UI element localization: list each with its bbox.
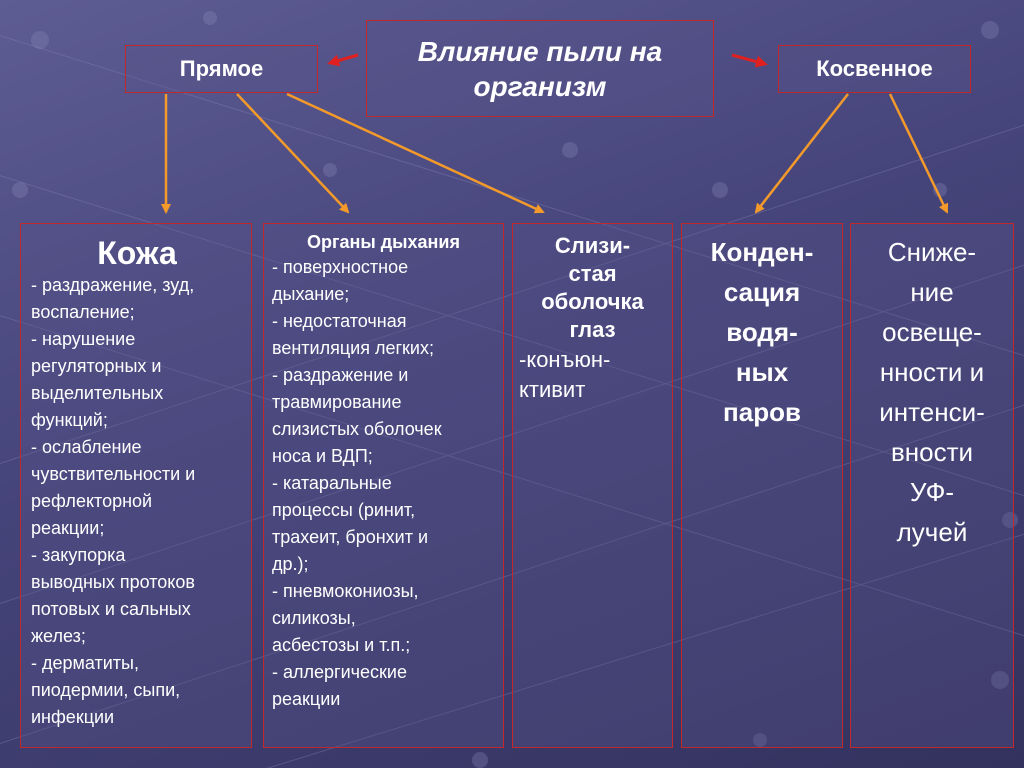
list-item: - раздражение и (272, 364, 409, 385)
list-item: асбестозы и т.п.; (272, 634, 411, 655)
mucosa-title (519, 232, 666, 344)
condensation-column (681, 223, 843, 748)
arrow-direct-to-respiratory (237, 94, 348, 212)
eye-mucosa-column (512, 223, 673, 748)
list-item: пиодермии, сыпи, (31, 680, 181, 701)
arrow-indirect-to-condensation (756, 94, 848, 212)
text-line: освеще- (882, 317, 982, 347)
list-item: воспаление; (31, 302, 135, 323)
direct-label: Прямое (179, 56, 264, 81)
text-line: Сниже- (887, 237, 977, 267)
list-item: - ослабление (31, 437, 142, 458)
text-line: водя- (726, 317, 798, 347)
list-item: выделительных (31, 383, 164, 404)
uv-reduction-column (850, 223, 1014, 748)
text-line: интенси- (879, 397, 985, 427)
direct-box (125, 45, 318, 93)
list-item: - закупорка (31, 545, 126, 566)
text-line: Конден- (710, 237, 814, 267)
respiratory-effects-list (272, 254, 495, 713)
list-item: ктивит (519, 377, 586, 402)
list-item: носа и ВДП; (272, 445, 373, 466)
list-item: - поверхностное (272, 256, 409, 277)
list-item: вентиляция легких; (272, 337, 434, 358)
skin-effects-list (31, 272, 243, 731)
text-line: сация (723, 277, 801, 307)
list-item: инфекции (31, 707, 115, 728)
indirect-box (778, 45, 971, 93)
text-line: ных (735, 357, 789, 387)
list-item: рефлекторной (31, 491, 153, 512)
list-item: - катаральные (272, 472, 392, 493)
list-item: трахеит, бронхит и (272, 526, 429, 547)
list-item: - недостаточная (272, 310, 407, 331)
text-line: ние (910, 277, 954, 307)
list-item: регуляторных и (31, 356, 162, 377)
respiratory-title: Органы дыхания (306, 232, 460, 252)
list-item: -конъюн- (519, 347, 611, 372)
diagram-title: Влияние пыли на организм (417, 35, 663, 102)
list-item: желез; (31, 626, 86, 647)
list-item: силикозы, (272, 607, 356, 628)
list-item: процессы (ринит, (272, 499, 416, 520)
list-item: чувствительности и (31, 464, 196, 485)
arrow-indirect-to-uv (890, 94, 947, 212)
text-line: нности и (879, 357, 985, 387)
list-item: реакции; (31, 518, 105, 539)
list-item: реакции (272, 688, 341, 709)
text-line: УФ- (909, 477, 955, 507)
list-item: потовых и сальных (31, 599, 191, 620)
title-line: оболочка (541, 289, 644, 314)
list-item: - дерматиты, (31, 653, 139, 674)
indirect-label: Косвенное (816, 56, 933, 81)
list-item: выводных протоков (31, 572, 195, 593)
mucosa-effects-list (519, 346, 666, 404)
text-line: лучей (896, 517, 968, 547)
list-item: - нарушение (31, 329, 136, 350)
list-item: - раздражение, зуд, (31, 275, 195, 296)
title-line: глаз (569, 317, 616, 342)
list-item: травмирование (272, 391, 402, 412)
arrow-title-to-direct (330, 55, 358, 63)
skin-column (20, 223, 252, 748)
text-line: вности (890, 437, 974, 467)
list-item: - пневмокониозы, (272, 580, 419, 601)
skin-title: Кожа (97, 235, 177, 271)
arrow-title-to-indirect (732, 55, 765, 64)
list-item: - аллергические (272, 661, 407, 682)
list-item: функций; (31, 410, 108, 431)
respiratory-column (263, 223, 504, 748)
text-line: паров (723, 397, 801, 427)
list-item: др.); (272, 553, 309, 574)
title-line: стая (568, 261, 617, 286)
title-box (366, 20, 714, 117)
list-item: слизистых оболочек (272, 418, 442, 439)
list-item: дыхание; (272, 283, 350, 304)
title-line: Слизи- (554, 233, 631, 258)
